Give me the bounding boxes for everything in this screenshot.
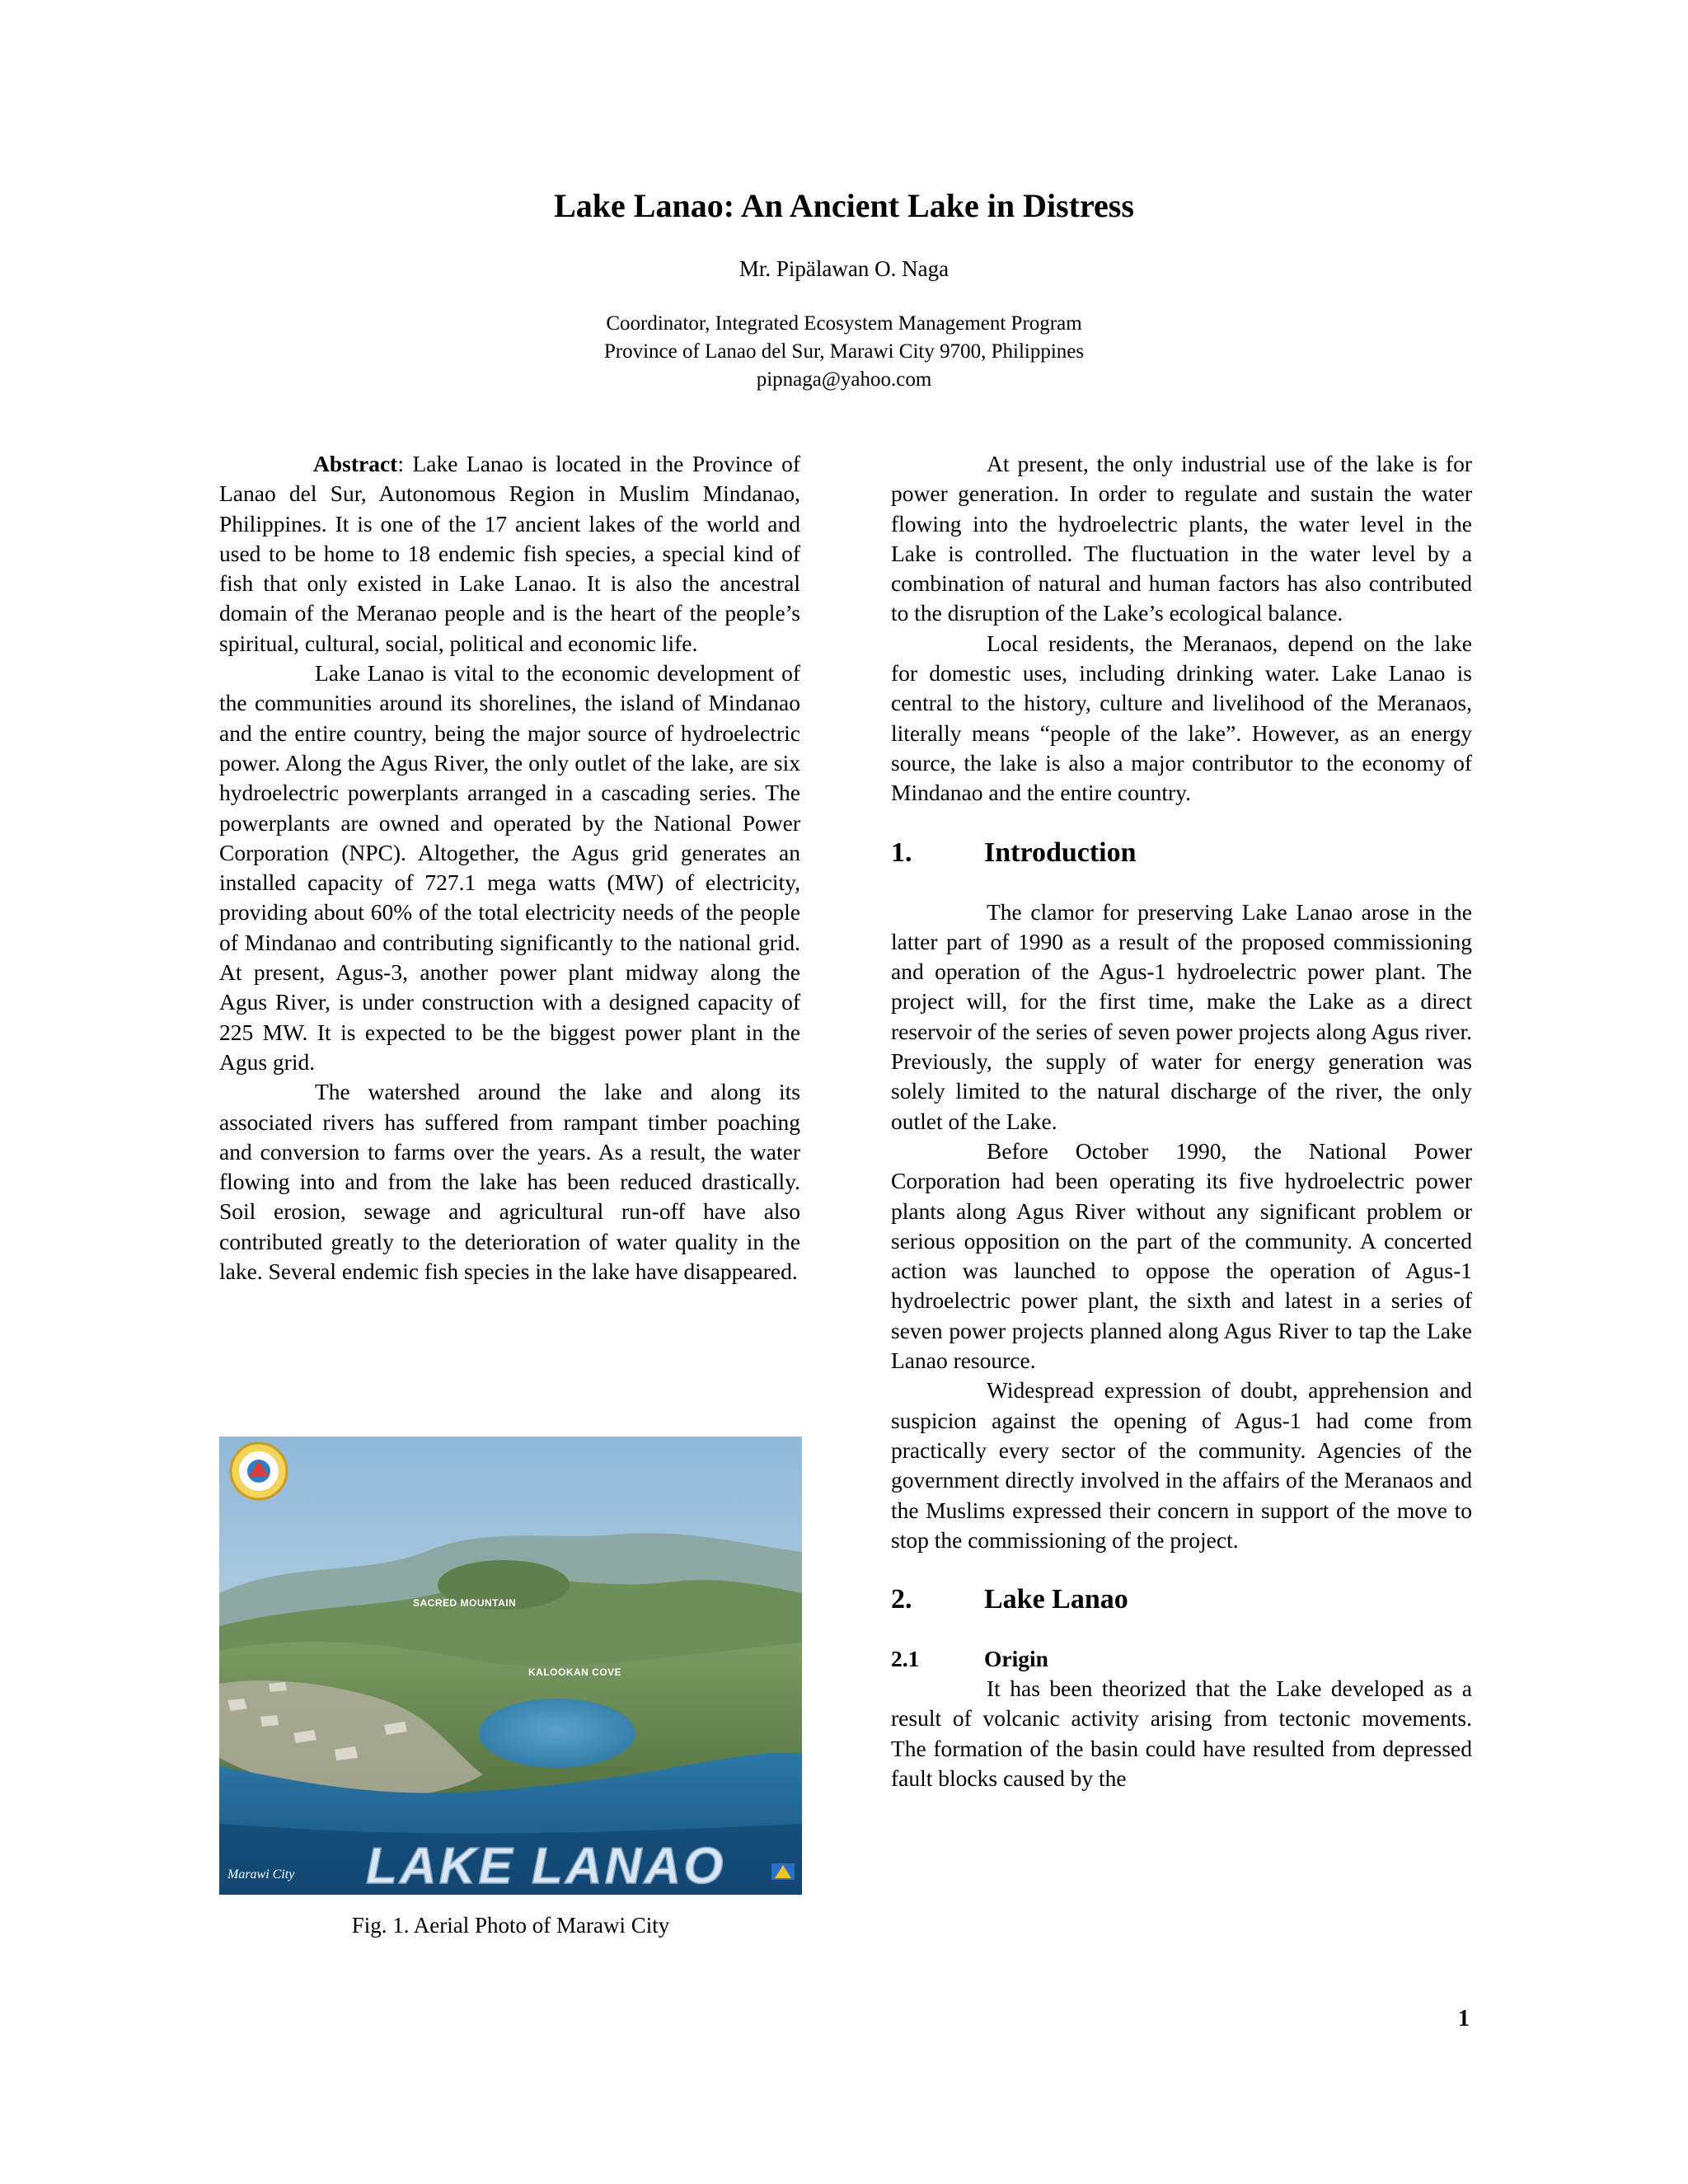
author-email[interactable]: pipnaga@yahoo.com <box>756 368 932 391</box>
photo-title-text: LAKE LANAO <box>366 1838 726 1895</box>
affiliation-line-2: Province of Lanao del Sur, Marawi City 9700, Philippines <box>603 340 1085 363</box>
paper-title: Lake Lanao: An Ancient Lake in Distress <box>554 187 1134 224</box>
abstract-text: : Lake Lanao is located in the Province of Lanao del Sur, Autonomous Region in Muslim Mindanao, Philippines. It is one of the 17 ancient lakes of the world and used to be home to 18 endemic fish species, a special kind of fish that only existed in Lake Lanao. It is also the ancestral domain of the Meranao people and is the heart of the people’s spiritual, cultural, social, political and economic life. <box>219 451 800 656</box>
broadcaster-logo-icon <box>771 1863 795 1880</box>
section-title: Lake Lanao <box>984 1584 1128 1615</box>
abstract-paragraph <box>219 449 800 658</box>
provincial-seal-icon <box>231 1443 287 1499</box>
page-number: 1 <box>1458 2006 1470 2032</box>
body-paragraph: Local residents, the Meranaos, depend on the lake for domestic uses, including drinking water. Lake Lanao is central to the history, culture and livelihood of the Meranaos, literally means “people of the lake”. However, as an energy source, the lake is also a major contributor to the economy of Mindanao and the entire country. <box>891 630 1472 806</box>
label-kalookan-cove: KALOOKAN COVE <box>528 1666 622 1678</box>
section-heading-introduction <box>891 837 1472 869</box>
subsection-heading-origin <box>891 1644 1472 1674</box>
photo-credit-text: Marawi City <box>227 1868 295 1882</box>
body-paragraph: The clamor for preserving Lake Lanao arose in the latter part of 1990 as a result of the proposed commissioning and operation of the Agus-1 hydroelectric power plant. The project will, for the first time, make the Lake as a direct reservoir of the series of seven power projects along Agus river. Previously, the supply of water for energy generation was solely limited to the natural discharge of the river, the only outlet of the Lake. <box>891 898 1472 1134</box>
abstract-label: Abstract <box>313 451 398 476</box>
left-column <box>219 449 800 1286</box>
body-paragraph: At present, the only industrial use of the lake is for power generation. In order to regulate and sustain the water flowing into the hydroelectric plants, the water level in the Lake is controlled. The fluctuation in the water level by a combination of natural and human factors has also contributed to the disruption of the Lake’s ecological balance. <box>891 451 1472 626</box>
subsection-title: Origin <box>984 1646 1048 1672</box>
body-paragraph: Before October 1990, the National Power Corporation had been operating its five hydroelectric power plants along Agus River without any significant problem or serious opposition on the part of the community. A concerted action was launched to oppose the operation of Agus-1 hydroelectric power plant, the sixth and latest in a series of seven power projects planned along Agus River to tap the Lake Lanao resource. <box>891 1137 1472 1374</box>
label-sacred-mountain: SACRED MOUNTAIN <box>413 1597 517 1609</box>
body-paragraph: Lake Lanao is vital to the economic development of the communities around its shorelines, the island of Mindanao and the entire country, being the major source of hydroelectric power. Along the Agus River, the only outlet of the lake, are six hydroelectric powerplants arranged in a cascading series. The powerplants are owned and operated by the National Power Corporation (NPC). Altogether, the Agus grid generates an installed capacity of 727.1 mega watts (MW) of electricity, providing about 60% of the total electricity needs of the people of Mindanao and contributing significantly to the national grid. At present, Agus-3, another power plant midway along the Agus River, is under construction with a designed capacity of 225 MW. It is expected to be the biggest power plant in the Agus grid. <box>219 660 800 1075</box>
body-paragraph: Widespread expression of doubt, apprehension and suspicion against the opening of Agus-1 had come from practically every sector of the community. Agencies of the government directly involved in the affairs of the Meranaos and the Muslims expressed their concern in support of the move to stop the commissioning of the project. <box>891 1377 1472 1553</box>
section-number: 2. <box>891 1584 912 1615</box>
aerial-photo <box>219 1436 802 1895</box>
author-name: Mr. Pipälawan O. Naga <box>738 256 950 281</box>
section-number: 1. <box>891 837 912 868</box>
section-title: Introduction <box>984 837 1137 868</box>
affiliation-block <box>0 310 1688 394</box>
right-column <box>891 449 1472 1793</box>
subsection-number: 2.1 <box>891 1646 920 1672</box>
section-heading-lake-lanao <box>891 1583 1472 1616</box>
body-paragraph: The watershed around the lake and along its associated rivers has suffered from rampant timber poaching and conversion to farms over the years. As a result, the water flowing into and from the lake has been reduced drastically. Soil erosion, sewage and agricultural run-off have also contributed greatly to the deterioration of water quality in the lake. Several endemic fish species in the lake have disappeared. <box>219 1079 800 1285</box>
affiliation-line-1: Coordinator, Integrated Ecosystem Management Program <box>606 312 1082 335</box>
figure-caption: Fig. 1. Aerial Photo of Marawi City <box>351 1913 670 1938</box>
aerial-photo-figure <box>219 1436 802 1895</box>
body-paragraph: It has been theorized that the Lake developed as a result of volcanic activity arising from tectonic movements. The formation of the basin could have resulted from depressed fault blocks caused by the <box>891 1675 1472 1791</box>
